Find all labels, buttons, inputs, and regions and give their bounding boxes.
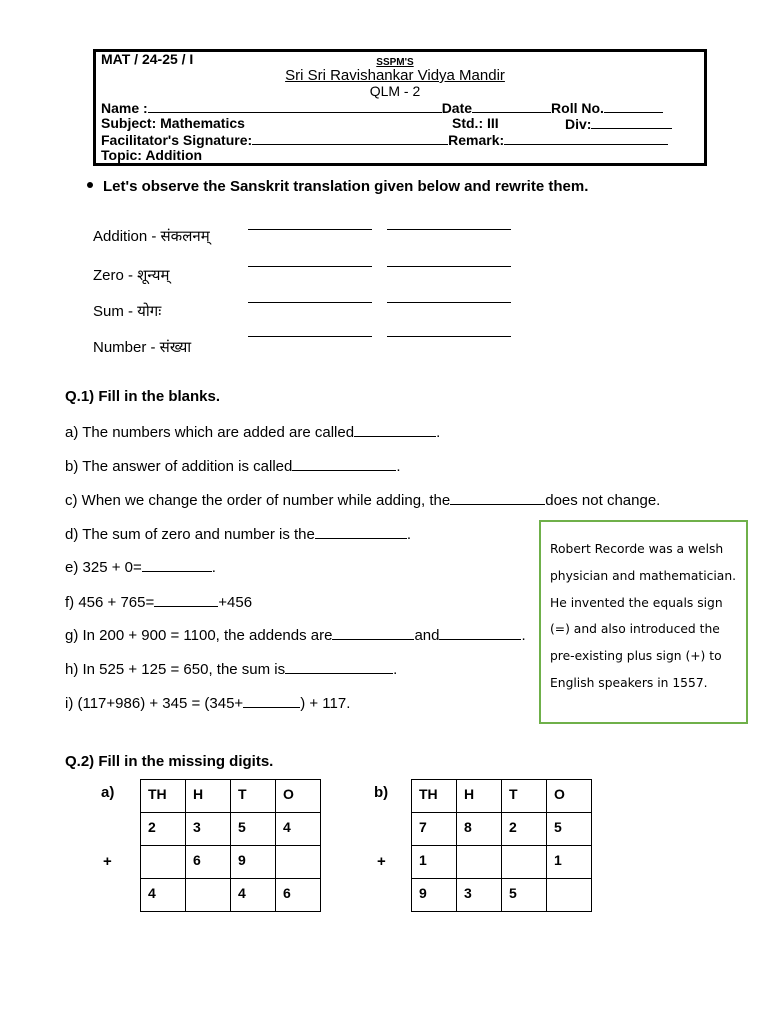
grid-cell[interactable]: 1	[412, 846, 457, 879]
q1-d-blank[interactable]	[315, 524, 407, 539]
instruction	[87, 178, 588, 195]
table-row	[141, 813, 321, 846]
table-row	[412, 879, 592, 912]
table-row	[412, 813, 592, 846]
table-row	[141, 780, 321, 813]
remark-label: Remark:	[448, 132, 505, 148]
q1-i-text: i) (117+986) + 345 = (345+	[65, 695, 244, 712]
grid-header-cell: O	[547, 780, 592, 813]
q1-c-text: c) When we change the order of number while adding, the	[65, 492, 451, 509]
sanskrit-number: Number - संख्या	[93, 339, 192, 356]
fact-note-box	[539, 520, 748, 724]
q1-f	[65, 592, 252, 611]
table-row	[141, 879, 321, 912]
q1-g	[65, 625, 526, 644]
date-field[interactable]	[472, 99, 551, 113]
grid-cell[interactable]: 3	[186, 813, 231, 846]
q1-d-end: .	[406, 526, 412, 543]
q1-g-blank-1[interactable]	[332, 625, 414, 640]
roll-label: Roll No.	[551, 100, 604, 116]
grid-b-plus: +	[377, 853, 386, 870]
grid-header-cell: H	[457, 780, 502, 813]
q1-a	[65, 422, 440, 441]
q1-e-blank[interactable]	[142, 557, 212, 572]
grid-cell[interactable]: 6	[276, 879, 321, 912]
grid-cell[interactable]: 9	[412, 879, 457, 912]
q1-h-blank[interactable]	[285, 659, 393, 674]
grid-cell[interactable]: 4	[141, 879, 186, 912]
instruction-text: Let's observe the Sanskrit translation given below and rewrite them.	[103, 178, 589, 195]
signature-field[interactable]	[252, 131, 448, 145]
q1-g-and: and	[414, 627, 440, 644]
q1-a-blank[interactable]	[354, 422, 436, 437]
grid-cell[interactable]: 3	[457, 879, 502, 912]
grid-cell[interactable]	[457, 846, 502, 879]
q1-d	[65, 524, 411, 543]
grid-cell[interactable]	[547, 879, 592, 912]
grid-cell[interactable]: 7	[412, 813, 457, 846]
table-row	[412, 780, 592, 813]
signature-row	[101, 131, 668, 148]
answer-line[interactable]	[248, 302, 372, 303]
q1-e-end: .	[211, 559, 216, 576]
name-row	[101, 99, 663, 116]
worksheet-code: MAT / 24-25 / I	[101, 51, 194, 67]
q1-b-blank[interactable]	[292, 456, 396, 471]
table-row	[412, 846, 592, 879]
grid-a-label: a)	[101, 784, 115, 801]
q1-b-text: b) The answer of addition is called	[65, 458, 293, 475]
fact-note-text: Robert Recorde was a welsh physician and mathematician. He invented the equals sign (=) and also introduced the pre-existing plus sign (+) to English speakers in 1557.	[550, 542, 737, 690]
grid-cell[interactable]: 8	[457, 813, 502, 846]
subject-label: Subject: Mathematics	[101, 115, 245, 131]
grid-cell[interactable]: 1	[547, 846, 592, 879]
grid-b-label: b)	[374, 784, 389, 801]
grid-header-cell: H	[186, 780, 231, 813]
roll-field[interactable]	[604, 99, 663, 113]
grid-cell[interactable]: 2	[141, 813, 186, 846]
q1-c-blank[interactable]	[450, 490, 545, 505]
bullet-icon	[87, 182, 93, 188]
grid-cell[interactable]: 4	[276, 813, 321, 846]
name-label: Name :	[101, 100, 148, 116]
sanskrit-sum: Sum - योगः	[93, 303, 162, 320]
answer-line[interactable]	[248, 229, 372, 230]
q1-c-end: does not change.	[545, 492, 661, 509]
grid-a-table	[140, 779, 321, 912]
grid-cell[interactable]	[502, 846, 547, 879]
q1-i-end: ) + 117.	[300, 695, 351, 712]
q1-g-text: g) In 200 + 900 = 1100, the addends are	[65, 627, 333, 644]
grid-header-cell: O	[276, 780, 321, 813]
q1-title: Q.1) Fill in the blanks.	[65, 388, 221, 405]
grid-header-cell: TH	[412, 780, 457, 813]
grid-a-plus: +	[103, 853, 112, 870]
grid-header-cell: T	[502, 780, 547, 813]
topic-label: Topic: Addition	[101, 147, 203, 163]
grid-header-cell: T	[231, 780, 276, 813]
grid-cell[interactable]: 6	[186, 846, 231, 879]
grid-cell[interactable]: 4	[231, 879, 276, 912]
grid-cell[interactable]	[276, 846, 321, 879]
table-row	[141, 846, 321, 879]
remark-field[interactable]	[504, 131, 668, 145]
answer-line[interactable]	[248, 266, 372, 267]
std-label: Std.: III	[452, 115, 499, 131]
grid-b-table	[411, 779, 592, 912]
facilitator-label: Facilitator's Signature:	[101, 132, 253, 148]
school-name: Sri Sri Ravishankar Vidya Mandir	[285, 67, 505, 84]
grid-cell[interactable]: 5	[502, 879, 547, 912]
q1-b-end: .	[396, 458, 401, 475]
q1-g-end: .	[521, 627, 526, 644]
q1-i	[65, 693, 350, 712]
test-name: QLM - 2	[369, 83, 421, 99]
grid-cell[interactable]: 2	[502, 813, 547, 846]
grid-cell[interactable]: 5	[547, 813, 592, 846]
q1-a-end: .	[436, 424, 441, 441]
q1-c	[65, 490, 660, 509]
date-label: Date	[441, 100, 473, 116]
q1-f-blank[interactable]	[154, 592, 218, 607]
div-label: Div:	[565, 116, 592, 132]
q1-a-text: a) The numbers which are added are called	[65, 424, 355, 441]
answer-line[interactable]	[387, 302, 511, 303]
q1-b	[65, 456, 401, 475]
sanskrit-addition: Addition - संकलनम्	[93, 228, 210, 245]
org-name: SSPM'S	[376, 57, 414, 68]
q1-f-end: +456	[218, 594, 253, 611]
q1-d-text: d) The sum of zero and number is the	[65, 526, 315, 543]
sanskrit-zero: Zero - शून्यम्	[93, 267, 170, 284]
answer-line[interactable]	[387, 266, 511, 267]
name-field[interactable]	[148, 99, 442, 113]
q1-h-text: h) In 525 + 125 = 650, the sum is	[65, 661, 286, 678]
q1-h	[65, 659, 397, 678]
grid-cell[interactable]	[186, 879, 231, 912]
q1-e-text: e) 325 + 0=	[65, 559, 142, 576]
grid-cell[interactable]: 9	[231, 846, 276, 879]
grid-header-cell: TH	[141, 780, 186, 813]
q1-g-blank-2[interactable]	[439, 625, 521, 640]
answer-line[interactable]	[387, 336, 511, 337]
div-field[interactable]	[591, 115, 672, 129]
div-row	[565, 115, 672, 132]
q1-i-blank[interactable]	[243, 693, 300, 708]
answer-line[interactable]	[248, 336, 372, 337]
grid-cell[interactable]	[141, 846, 186, 879]
grid-cell[interactable]: 5	[231, 813, 276, 846]
q1-e	[65, 557, 216, 576]
q1-f-text: f) 456 + 765=	[65, 594, 155, 611]
answer-line[interactable]	[387, 229, 511, 230]
q1-h-end: .	[393, 661, 398, 678]
q2-title: Q.2) Fill in the missing digits.	[65, 753, 274, 770]
